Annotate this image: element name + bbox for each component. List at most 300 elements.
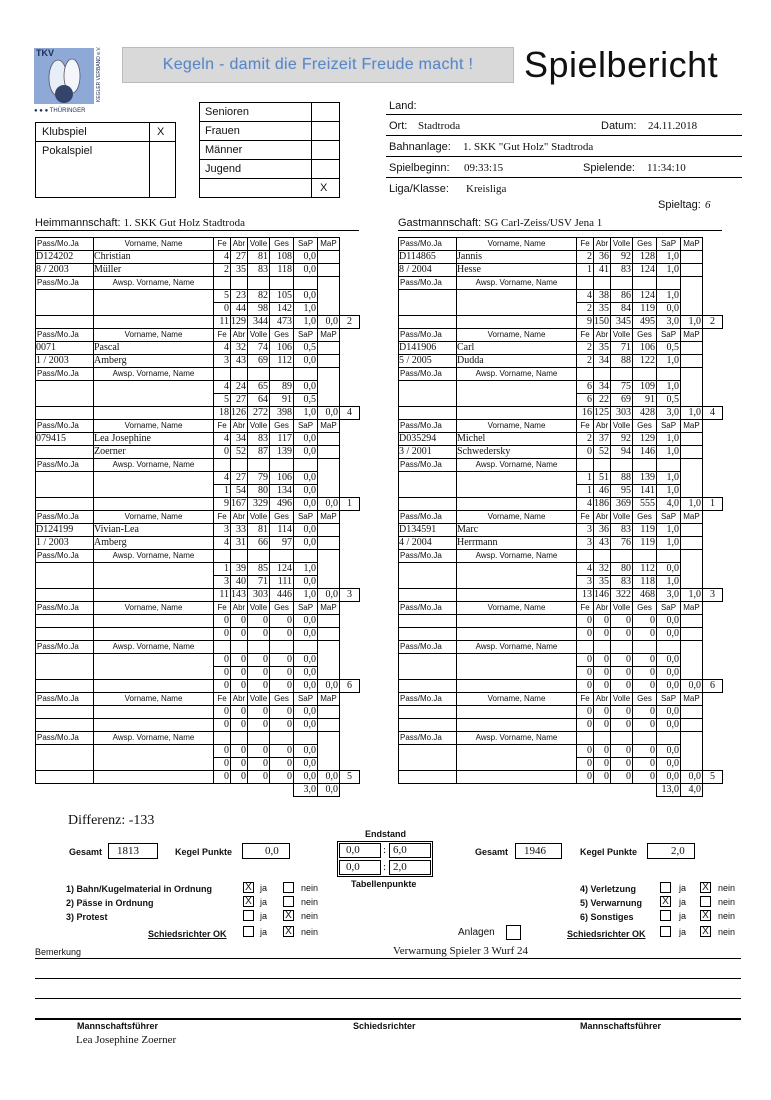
col-name-header: Vorname, Name	[457, 602, 577, 615]
sap-cell: 0,0	[657, 303, 681, 316]
col-volle-header: Volle	[611, 420, 633, 433]
check-label-3: 3) Protest	[66, 912, 108, 922]
player-name: Lea Josephine	[94, 433, 214, 446]
blank-cell	[703, 524, 723, 537]
blank-cell	[340, 732, 360, 745]
check-1-ja[interactable]: X	[243, 882, 254, 893]
volle-cell: 0	[248, 628, 270, 641]
sub-name	[457, 381, 577, 407]
sap-cell: 0,0	[657, 654, 681, 667]
abr-cell: 34	[594, 381, 611, 394]
sub-pass	[36, 290, 94, 316]
blank-cell	[703, 602, 723, 615]
guest-kegel-label: Kegel Punkte	[580, 847, 638, 857]
nein-label: nein	[718, 883, 736, 893]
player-name: Marc	[457, 524, 577, 537]
ges-cell: 97	[270, 537, 294, 550]
check-sr-left-ja[interactable]	[243, 926, 254, 937]
guest-player-row	[399, 628, 723, 641]
sap-cell: 1,0	[657, 446, 681, 459]
volle-cell: 82	[248, 290, 270, 303]
blank-cell	[248, 784, 270, 797]
sap-cell: 0,0	[294, 537, 318, 550]
nein-label: nein	[718, 927, 736, 937]
total-fe-cell: 0	[214, 771, 231, 784]
col-abr-header: Abr	[231, 602, 248, 615]
map-cell	[681, 355, 703, 368]
player-name: Carl	[457, 342, 577, 355]
blank-cell	[703, 745, 723, 758]
col-fe-header: Fe	[577, 329, 594, 342]
col-name-header: Vorname, Name	[94, 238, 214, 251]
empty-cell	[94, 316, 214, 329]
guest-player-row	[399, 719, 723, 732]
home-total-row	[36, 316, 360, 329]
total-sap-cell: 3,0	[657, 316, 681, 329]
volle-cell: 0	[248, 615, 270, 628]
map-cell	[681, 342, 703, 355]
ges-cell: 117	[270, 433, 294, 446]
nein-label: nein	[718, 911, 736, 921]
blank-cell	[703, 342, 723, 355]
player-name: Herrmann	[457, 537, 577, 550]
spieltag-label: Spieltag:	[658, 199, 701, 211]
empty-cell	[231, 550, 248, 563]
empty-cell	[318, 485, 340, 498]
endstand-home-2: 0,0	[346, 861, 360, 873]
check-5-ja[interactable]: X	[660, 896, 671, 907]
ges-cell: 0	[270, 654, 294, 667]
ges-cell: 0	[633, 745, 657, 758]
total-fe-cell: 16	[577, 407, 594, 420]
col-map-header: MaP	[318, 602, 340, 615]
volle-cell: 71	[611, 342, 633, 355]
abr-cell: 0	[231, 719, 248, 732]
total-abr-cell: 125	[594, 407, 609, 418]
ges-cell: 0	[270, 758, 294, 771]
sap-cell: 0,0	[657, 563, 681, 576]
empty-cell	[399, 407, 457, 420]
guest-gesamt-value: 1946	[524, 845, 546, 857]
fe-cell: 4	[214, 381, 231, 394]
fe-cell: 0	[577, 719, 594, 732]
volle-cell: 74	[248, 342, 270, 355]
col-fe-header: Fe	[577, 693, 594, 706]
col-sap-header: SaP	[657, 602, 681, 615]
sap-cell: 0,0	[294, 524, 318, 537]
fe-cell: 1	[214, 563, 231, 576]
abr-cell: 22	[594, 394, 611, 407]
fe-cell: 0	[214, 446, 231, 459]
spielbeginn-value: 09:33:15	[464, 162, 504, 174]
category-mark[interactable]: X	[320, 182, 328, 194]
ges-cell: 118	[633, 576, 657, 589]
empty-cell	[270, 732, 294, 745]
total-map-cell: 0,0	[318, 407, 340, 420]
blank-cell	[703, 784, 723, 797]
anlagen-box[interactable]	[506, 925, 521, 940]
sub-name	[94, 745, 214, 771]
empty-cell	[214, 368, 231, 381]
col-map-header: MaP	[681, 329, 703, 342]
ges-cell: 108	[270, 251, 294, 264]
col-pass-header: Pass/Mo.Ja	[36, 511, 94, 524]
fe-cell: 2	[577, 342, 594, 355]
home-player-row	[36, 342, 360, 355]
total-map-cell: 0,0	[318, 680, 340, 693]
guest-sub-header-row	[399, 277, 723, 290]
empty-cell	[633, 368, 657, 381]
ja-label: ja	[260, 897, 268, 907]
map-cell	[318, 264, 340, 277]
sap-cell: 1,0	[657, 576, 681, 589]
empty-cell	[36, 316, 94, 329]
empty-cell	[399, 498, 457, 511]
jugend-label: Jugend	[205, 163, 242, 175]
check-label-sr-right: Schiedsrichter OK	[567, 929, 646, 939]
sum-map-cell: 4,0	[681, 784, 703, 797]
nein-label: nein	[301, 883, 319, 893]
player-name: Christian	[94, 251, 214, 264]
player-pass	[36, 615, 94, 628]
guest-player-row	[399, 706, 723, 719]
fe-cell: 2	[577, 433, 594, 446]
blank-cell	[340, 394, 360, 407]
check-3-ja[interactable]	[243, 910, 254, 921]
home-player-row	[36, 537, 360, 550]
empty-cell	[577, 459, 594, 472]
home-sub-row	[36, 381, 360, 394]
spielende-value: 11:34:10	[647, 162, 686, 174]
guest-player-row	[399, 251, 723, 264]
player-pass	[399, 719, 457, 732]
sap-cell: 0,0	[294, 355, 318, 368]
abr-cell: 52	[231, 446, 248, 459]
blank-cell	[340, 342, 360, 355]
empty-cell	[399, 316, 457, 329]
blank-cell	[340, 420, 360, 433]
guest-sub-row	[399, 563, 723, 576]
check-label-4: 4) Verletzung	[580, 884, 637, 894]
fe-cell: 5	[214, 394, 231, 407]
total-sap-cell: 0,0	[294, 680, 318, 693]
home-sub-row	[36, 290, 360, 303]
empty-cell	[248, 732, 270, 745]
blank-cell	[340, 706, 360, 719]
home-sub-header-row	[36, 277, 360, 290]
total-rank-cell: 4	[703, 407, 723, 420]
check-label-6: 6) Sonstiges	[580, 912, 634, 922]
empty-cell	[681, 563, 703, 576]
volle-cell: 0	[611, 706, 633, 719]
col-name-header: Vorname, Name	[457, 329, 577, 342]
nein-label: nein	[301, 927, 319, 937]
col-name-header: Vorname, Name	[457, 693, 577, 706]
senioren-label: Senioren	[205, 106, 250, 118]
ges-cell: 118	[270, 264, 294, 277]
blank-cell	[340, 615, 360, 628]
sum-sap-cell: 13,0	[657, 784, 681, 797]
col-sub-name-header: Awsp. Vorname, Name	[457, 459, 577, 472]
empty-cell	[577, 550, 594, 563]
col-sap-header: SaP	[657, 238, 681, 251]
ges-cell: 89	[270, 381, 294, 394]
player-pass: 4 / 2004	[399, 537, 457, 550]
motto-banner: Kegeln - damit die Freizeit Freude macht !	[122, 47, 514, 83]
check-label-1: 1) Bahn/Kugelmaterial in Ordnung	[66, 884, 213, 894]
total-map-cell: 0,0	[318, 771, 340, 784]
player-pass	[36, 719, 94, 732]
volle-cell: 87	[248, 446, 270, 459]
volle-cell: 0	[248, 719, 270, 732]
empty-cell	[318, 290, 340, 303]
player-pass: 8 / 2003	[36, 264, 94, 277]
klubspiel-label: Klubspiel	[42, 126, 87, 138]
col-abr-header: Abr	[594, 602, 611, 615]
total-volle-cell: 345	[611, 316, 633, 329]
guest-sub-header-row	[399, 641, 723, 654]
empty-cell	[94, 680, 214, 693]
home-total-row	[36, 407, 360, 420]
total-abr-cell: 0	[594, 771, 611, 784]
check-5-nein[interactable]	[700, 896, 711, 907]
empty-cell	[681, 667, 703, 680]
empty-cell	[681, 641, 703, 654]
col-map-header: MaP	[318, 238, 340, 251]
col-pass-header: Pass/Mo.Ja	[399, 459, 457, 472]
total-fe-cell: 18	[214, 407, 231, 420]
player-name: Schwedersky	[457, 446, 577, 459]
ges-cell: 119	[633, 303, 657, 316]
sum-map-cell: 0,0	[318, 784, 340, 797]
sap-cell: 0,5	[294, 342, 318, 355]
total-map-cell: 1,0	[681, 498, 703, 511]
col-pass-header: Pass/Mo.Ja	[399, 511, 457, 524]
pokalspiel-label: Pokalspiel	[42, 145, 93, 157]
player-pass	[36, 446, 94, 459]
check-6-ja[interactable]	[660, 910, 671, 921]
volle-cell: 83	[248, 264, 270, 277]
home-score-table	[35, 237, 359, 797]
spielbeginn-label: Spielbeginn:	[389, 162, 450, 174]
ges-cell: 124	[270, 563, 294, 576]
col-name-header: Vorname, Name	[94, 602, 214, 615]
ja-label: ja	[260, 883, 268, 893]
empty-cell	[681, 303, 703, 316]
sub-pass	[36, 745, 94, 771]
empty-cell	[681, 485, 703, 498]
empty-cell	[594, 732, 611, 745]
empty-cell	[681, 550, 703, 563]
sap-cell: 0,0	[294, 446, 318, 459]
abr-cell: 27	[231, 394, 248, 407]
player-pass: 5 / 2005	[399, 355, 457, 368]
guest-sub-header-row	[399, 732, 723, 745]
home-team-heading	[35, 217, 245, 229]
map-cell	[681, 251, 703, 264]
abr-cell: 0	[231, 615, 248, 628]
blank-cell	[399, 784, 457, 797]
blank-cell	[703, 511, 723, 524]
land-label: Land:	[389, 100, 417, 112]
col-abr-header: Abr	[231, 420, 248, 433]
endstand-label: Endstand	[365, 829, 407, 839]
fe-cell: 0	[214, 654, 231, 667]
sap-cell: 0,0	[294, 706, 318, 719]
fe-cell: 3	[577, 576, 594, 589]
check-4-ja[interactable]	[660, 882, 671, 893]
map-cell	[681, 264, 703, 277]
abr-cell: 35	[594, 342, 611, 355]
blank-cell	[340, 576, 360, 589]
total-sap-cell: 4,0	[657, 498, 681, 511]
volle-cell: 81	[248, 524, 270, 537]
blank-cell	[340, 524, 360, 537]
volle-cell: 0	[611, 654, 633, 667]
empty-cell	[36, 771, 94, 784]
guest-sub-header-row	[399, 550, 723, 563]
check-sr-right-nein[interactable]: X	[700, 926, 711, 937]
col-sub-name-header: Awsp. Vorname, Name	[94, 641, 214, 654]
volle-cell: 0	[248, 654, 270, 667]
blank-cell	[340, 238, 360, 251]
guest-header-row	[399, 329, 723, 342]
col-ges-header: Ges	[270, 238, 294, 251]
check-2-nein[interactable]	[283, 896, 294, 907]
col-name-header: Vorname, Name	[457, 238, 577, 251]
ges-cell: 106	[270, 472, 294, 485]
volle-cell: 83	[611, 524, 633, 537]
guest-player-row	[399, 446, 723, 459]
col-ges-header: Ges	[633, 420, 657, 433]
total-abr-cell: 143	[231, 589, 246, 600]
blank-cell	[340, 537, 360, 550]
check-1-nein[interactable]	[283, 882, 294, 893]
empty-cell	[681, 381, 703, 394]
sum-sap-cell: 3,0	[294, 784, 318, 797]
blank-cell	[340, 446, 360, 459]
bemerkung-label: Bemerkung	[35, 947, 82, 957]
check-sr-right-ja[interactable]	[660, 926, 671, 937]
col-pass-header: Pass/Mo.Ja	[36, 420, 94, 433]
volle-cell: 85	[248, 563, 270, 576]
klubspiel-mark[interactable]: X	[157, 126, 165, 138]
ges-cell: 124	[633, 264, 657, 277]
player-name: Jannis	[457, 251, 577, 264]
col-sub-name-header: Awsp. Vorname, Name	[457, 641, 577, 654]
abr-cell: 34	[594, 355, 611, 368]
empty-cell	[318, 576, 340, 589]
empty-cell	[681, 394, 703, 407]
blank-cell	[703, 615, 723, 628]
col-map-header: MaP	[318, 511, 340, 524]
home-player-row	[36, 264, 360, 277]
col-abr-header: Abr	[231, 238, 248, 251]
col-fe-header: Fe	[214, 602, 231, 615]
home-player-row	[36, 446, 360, 459]
guest-player-row	[399, 264, 723, 277]
ges-cell: 0	[633, 615, 657, 628]
fe-cell: 3	[577, 524, 594, 537]
empty-cell	[318, 472, 340, 485]
abr-cell: 43	[594, 537, 611, 550]
empty-cell	[318, 745, 340, 758]
sap-cell: 1,0	[657, 381, 681, 394]
fe-cell: 1	[577, 472, 594, 485]
empty-cell	[318, 563, 340, 576]
endstand-guest-2: 2,0	[393, 861, 407, 873]
fe-cell: 4	[214, 342, 231, 355]
guest-header-row	[399, 693, 723, 706]
abr-cell: 27	[231, 251, 248, 264]
ges-cell: 114	[270, 524, 294, 537]
empty-cell	[594, 368, 611, 381]
ges-cell: 91	[270, 394, 294, 407]
abr-cell: 0	[231, 758, 248, 771]
home-name: 1. SKK Gut Holz Stadtroda	[123, 217, 245, 229]
total-ges-cell: 0	[270, 771, 294, 784]
fe-cell: 0	[214, 303, 231, 316]
col-ges-header: Ges	[270, 329, 294, 342]
volle-cell: 88	[611, 355, 633, 368]
check-2-ja[interactable]: X	[243, 896, 254, 907]
total-volle-cell: 0	[248, 771, 270, 784]
map-cell	[681, 524, 703, 537]
sap-cell: 0,0	[294, 758, 318, 771]
col-pass-header: Pass/Mo.Ja	[399, 641, 457, 654]
empty-cell	[214, 550, 231, 563]
check-4-nein[interactable]: X	[700, 882, 711, 893]
col-pass-header: Pass/Mo.Ja	[399, 693, 457, 706]
empty-cell	[294, 641, 318, 654]
volle-cell: 79	[248, 472, 270, 485]
fe-cell: 0	[577, 758, 594, 771]
empty-cell	[270, 277, 294, 290]
bemerkung-value: Verwarnung Spieler 3 Wurf 24	[393, 945, 528, 957]
empty-cell	[399, 680, 457, 693]
total-map-cell: 0,0	[681, 680, 703, 693]
guest-total-row	[399, 498, 723, 511]
check-sr-left-nein[interactable]: X	[283, 926, 294, 937]
abr-cell: 0	[594, 667, 611, 680]
abr-cell: 0	[231, 745, 248, 758]
col-pass-header: Pass/Mo.Ja	[36, 368, 94, 381]
check-6-nein[interactable]: X	[700, 910, 711, 921]
col-sap-header: SaP	[294, 329, 318, 342]
total-rank-cell: 2	[340, 316, 360, 329]
check-3-nein[interactable]: X	[283, 910, 294, 921]
home-player-row	[36, 251, 360, 264]
abr-cell: 0	[594, 615, 611, 628]
empty-cell	[231, 459, 248, 472]
abr-cell: 0	[594, 745, 611, 758]
total-rank-cell: 5	[340, 771, 360, 784]
blank-cell	[340, 602, 360, 615]
empty-cell	[294, 277, 318, 290]
guest-sub-row	[399, 472, 723, 485]
col-fe-header: Fe	[214, 420, 231, 433]
blank-cell	[703, 264, 723, 277]
col-sap-header: SaP	[294, 602, 318, 615]
sub-name	[457, 745, 577, 771]
col-pass-header: Pass/Mo.Ja	[36, 329, 94, 342]
schiedsrichter-label: Schiedsrichter	[353, 1021, 416, 1031]
abr-cell: 0	[594, 719, 611, 732]
player-pass: 1 / 2003	[36, 355, 94, 368]
total-sap-cell: 1,0	[294, 589, 318, 602]
col-ges-header: Ges	[270, 511, 294, 524]
map-cell	[318, 628, 340, 641]
